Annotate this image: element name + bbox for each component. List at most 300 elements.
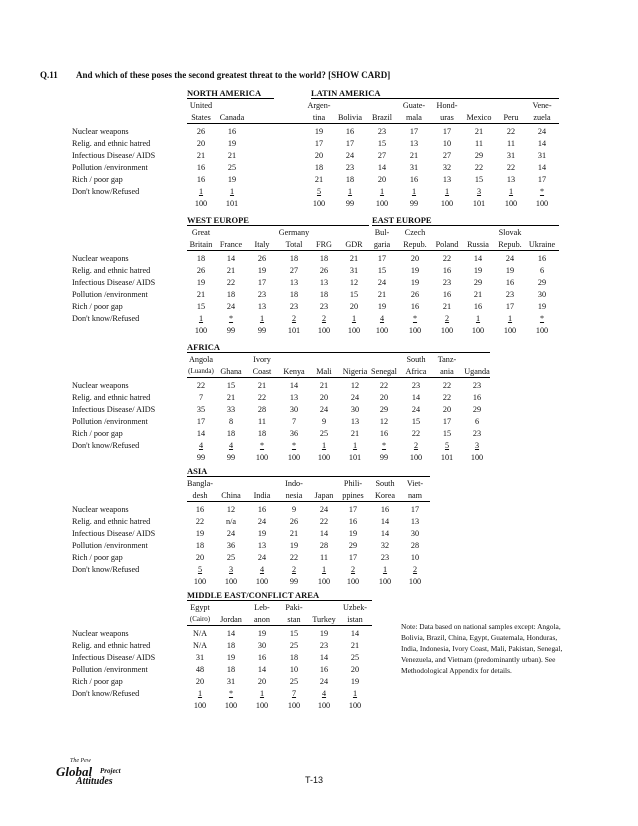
total-cell: 100 bbox=[255, 453, 269, 462]
column-header-line2: Repub. bbox=[498, 240, 522, 249]
table-cell: 23 bbox=[319, 641, 329, 650]
column-header-line1: Tanz- bbox=[437, 355, 457, 364]
table-cell: 18 bbox=[226, 429, 236, 438]
row-label: Rich / poor gap bbox=[72, 677, 123, 686]
table-cell: N/A bbox=[192, 629, 208, 638]
row-label: Pollution /environment bbox=[72, 541, 148, 550]
region-rule bbox=[187, 352, 490, 353]
total-cell: 101 bbox=[472, 199, 486, 208]
total-cell: 100 bbox=[317, 577, 331, 586]
table-cell: 21 bbox=[226, 393, 236, 402]
column-header-line2: Coast bbox=[252, 367, 272, 376]
table-cell: 24 bbox=[226, 529, 236, 538]
column-header-line2: Canada bbox=[219, 113, 245, 122]
table-cell: 1 bbox=[321, 441, 327, 450]
table-cell: 17 bbox=[257, 278, 267, 287]
table-cell: 21 bbox=[409, 151, 419, 160]
table-cell: 1 bbox=[352, 441, 358, 450]
total-cell: 101 bbox=[225, 199, 239, 208]
column-header-line2: zuela bbox=[533, 113, 551, 122]
row-label: Infectious Disease/ AIDS bbox=[72, 278, 156, 287]
column-header-line2: stan bbox=[287, 615, 301, 624]
column-header-line1: United bbox=[189, 101, 213, 110]
column-header-line2: France bbox=[219, 240, 243, 249]
table-cell: 28 bbox=[319, 541, 329, 550]
logo-line-3: Project bbox=[100, 767, 121, 775]
table-cell: 26 bbox=[257, 254, 267, 263]
table-cell: 17 bbox=[345, 139, 355, 148]
row-label: Infectious Disease/ AIDS bbox=[72, 653, 156, 662]
table-cell: 7 bbox=[198, 393, 204, 402]
table-cell: 19 bbox=[377, 302, 387, 311]
table-cell: 7 bbox=[291, 689, 297, 698]
table-cell: 16 bbox=[257, 505, 267, 514]
table-cell: 24 bbox=[319, 677, 329, 686]
table-cell: 2 bbox=[291, 314, 297, 323]
row-label: Relig. and ethnic hatred bbox=[72, 517, 151, 526]
table-cell: 17 bbox=[442, 127, 452, 136]
table-cell: 12 bbox=[349, 278, 359, 287]
table-cell: 10 bbox=[442, 139, 452, 148]
total-cell: 100 bbox=[193, 701, 207, 710]
table-cell: 4 bbox=[259, 565, 265, 574]
question-number: Q.11 bbox=[40, 70, 58, 80]
table-cell: 21 bbox=[377, 290, 387, 299]
table-cell: 16 bbox=[257, 653, 267, 662]
total-cell: 100 bbox=[287, 701, 301, 710]
table-cell: 1 bbox=[379, 187, 385, 196]
table-cell: 4 bbox=[228, 441, 234, 450]
total-cell: 101 bbox=[348, 453, 362, 462]
column-header-line2: istan bbox=[347, 615, 363, 624]
column-header-line1: Czech bbox=[404, 228, 426, 237]
table-cell: 14 bbox=[226, 629, 236, 638]
table-cell: * bbox=[259, 441, 265, 450]
table-cell: 31 bbox=[226, 677, 236, 686]
table-cell: 8 bbox=[228, 417, 234, 426]
table-cell: 15 bbox=[442, 429, 452, 438]
total-cell: 100 bbox=[255, 577, 269, 586]
table-cell: 21 bbox=[196, 151, 206, 160]
column-header-line2: Total bbox=[285, 240, 303, 249]
total-cell: 100 bbox=[347, 326, 361, 335]
column-header-line2: GDR bbox=[345, 240, 363, 249]
table-cell: 18 bbox=[196, 254, 206, 263]
row-label: Relig. and ethnic hatred bbox=[72, 641, 151, 650]
table-cell: 17 bbox=[410, 505, 420, 514]
table-cell: 1 bbox=[197, 689, 203, 698]
table-cell: 27 bbox=[442, 151, 452, 160]
table-cell: 13 bbox=[410, 517, 420, 526]
table-cell: 19 bbox=[227, 139, 237, 148]
table-cell: 15 bbox=[196, 302, 206, 311]
table-cell: 29 bbox=[348, 541, 358, 550]
table-cell: 2 bbox=[350, 565, 356, 574]
column-header-line2: Jordan bbox=[220, 615, 242, 624]
table-cell: 18 bbox=[226, 665, 236, 674]
row-label: Nuclear weapons bbox=[72, 381, 129, 390]
table-cell: 2 bbox=[291, 565, 297, 574]
table-cell: 24 bbox=[257, 553, 267, 562]
table-cell: 36 bbox=[226, 541, 236, 550]
total-cell: 100 bbox=[408, 326, 422, 335]
row-label: Pollution /environment bbox=[72, 163, 148, 172]
region-title: EAST EUROPE bbox=[372, 215, 432, 225]
table-cell: 22 bbox=[257, 393, 267, 402]
table-cell: 17 bbox=[409, 127, 419, 136]
row-label: Nuclear weapons bbox=[72, 254, 129, 263]
column-header-line1: Bul- bbox=[374, 228, 390, 237]
table-cell: 15 bbox=[349, 290, 359, 299]
total-cell: 100 bbox=[409, 453, 423, 462]
table-cell: 15 bbox=[377, 139, 387, 148]
table-cell: 14 bbox=[380, 529, 390, 538]
table-cell: 19 bbox=[195, 529, 205, 538]
table-cell: 11 bbox=[475, 139, 483, 148]
table-cell: 29 bbox=[537, 278, 547, 287]
table-cell: 28 bbox=[257, 405, 267, 414]
table-cell: 1 bbox=[475, 314, 481, 323]
column-header-line1: Hond- bbox=[436, 101, 458, 110]
table-cell: 31 bbox=[409, 163, 419, 172]
table-cell: 9 bbox=[291, 505, 297, 514]
table-cell: 4 bbox=[321, 689, 327, 698]
table-cell: 16 bbox=[348, 517, 358, 526]
table-cell: 32 bbox=[442, 163, 452, 172]
table-cell: 19 bbox=[319, 629, 329, 638]
column-header-line1: Leb- bbox=[254, 603, 270, 612]
region-rule bbox=[187, 476, 430, 477]
table-cell: 10 bbox=[289, 665, 299, 674]
table-cell: 25 bbox=[350, 653, 360, 662]
table-cell: 21 bbox=[226, 266, 236, 275]
total-cell: 100 bbox=[224, 701, 238, 710]
total-cell: 99 bbox=[379, 453, 389, 462]
table-cell: 11 bbox=[320, 553, 328, 562]
table-cell: n/a bbox=[225, 517, 236, 526]
table-cell: 30 bbox=[537, 290, 547, 299]
table-cell: 5 bbox=[444, 441, 450, 450]
column-header-line2: Africa bbox=[405, 367, 427, 376]
table-cell: 6 bbox=[539, 266, 545, 275]
column-header-line1: Guate- bbox=[402, 101, 426, 110]
table-cell: 15 bbox=[377, 266, 387, 275]
table-cell: 18 bbox=[226, 290, 236, 299]
table-cell: 22 bbox=[319, 517, 329, 526]
table-cell: 17 bbox=[196, 417, 206, 426]
row-label: Relig. and ethnic hatred bbox=[72, 393, 151, 402]
table-cell: 20 bbox=[349, 302, 359, 311]
table-cell: 23 bbox=[345, 163, 355, 172]
table-cell: 21 bbox=[349, 254, 359, 263]
column-header-line2: Britain bbox=[189, 240, 213, 249]
table-cell: 19 bbox=[314, 127, 324, 136]
total-cell: 101 bbox=[440, 453, 454, 462]
column-header-line2: Mexico bbox=[466, 113, 492, 122]
table-cell: 19 bbox=[257, 529, 267, 538]
table-cell: 7 bbox=[291, 417, 297, 426]
table-cell: 36 bbox=[289, 429, 299, 438]
table-cell: 26 bbox=[196, 266, 206, 275]
table-cell: 11 bbox=[258, 417, 266, 426]
row-label: Rich / poor gap bbox=[72, 175, 123, 184]
row-label: Don't know/Refused bbox=[72, 314, 140, 323]
table-cell: 18 bbox=[319, 290, 329, 299]
table-cell: 29 bbox=[473, 278, 483, 287]
table-cell: 25 bbox=[319, 429, 329, 438]
total-cell: 100 bbox=[255, 701, 269, 710]
header-rule bbox=[187, 377, 490, 378]
table-cell: 24 bbox=[319, 505, 329, 514]
column-header-line1: South bbox=[375, 479, 395, 488]
column-header-line1: Paki- bbox=[285, 603, 303, 612]
table-cell: 1 bbox=[198, 187, 204, 196]
table-cell: 1 bbox=[321, 565, 327, 574]
table-cell: 23 bbox=[505, 290, 515, 299]
table-cell: 2 bbox=[444, 314, 450, 323]
table-cell: N/A bbox=[192, 641, 208, 650]
table-cell: 22 bbox=[506, 163, 516, 172]
table-cell: 20 bbox=[410, 254, 420, 263]
table-cell: 21 bbox=[319, 381, 329, 390]
column-header-line2: garia bbox=[373, 240, 391, 249]
table-cell: 24 bbox=[319, 405, 329, 414]
table-cell: 23 bbox=[472, 429, 482, 438]
table-cell: 21 bbox=[257, 381, 267, 390]
table-cell: 2 bbox=[321, 314, 327, 323]
column-header-line2: FRG bbox=[316, 240, 332, 249]
row-label: Pollution /environment bbox=[72, 665, 148, 674]
row-label: Relig. and ethnic hatred bbox=[72, 266, 151, 275]
total-cell: 100 bbox=[440, 199, 454, 208]
total-cell: 100 bbox=[535, 199, 549, 208]
table-cell: 20 bbox=[350, 665, 360, 674]
table-cell: 14 bbox=[377, 163, 387, 172]
table-cell: 19 bbox=[227, 175, 237, 184]
table-cell: 30 bbox=[410, 529, 420, 538]
total-cell: 100 bbox=[317, 326, 331, 335]
table-cell: 12 bbox=[379, 417, 389, 426]
region-title: LATIN AMERICA bbox=[311, 88, 381, 98]
table-cell: * bbox=[539, 314, 545, 323]
column-header-line2: Japan bbox=[314, 491, 334, 500]
table-cell: 15 bbox=[411, 417, 421, 426]
column-header-line2: ppines bbox=[342, 491, 364, 500]
region-title: NORTH AMERICA bbox=[187, 88, 262, 98]
column-header-line1: Slovak bbox=[498, 228, 522, 237]
column-header-line2: Italy bbox=[254, 240, 270, 249]
row-label: Rich / poor gap bbox=[72, 302, 123, 311]
region-rule bbox=[187, 600, 372, 601]
row-label: Don't know/Refused bbox=[72, 689, 140, 698]
table-cell: 21 bbox=[314, 175, 324, 184]
table-cell: 23 bbox=[411, 381, 421, 390]
table-cell: 11 bbox=[507, 139, 515, 148]
table-cell: 32 bbox=[380, 541, 390, 550]
table-cell: 23 bbox=[472, 381, 482, 390]
logo-line-2: Global bbox=[56, 764, 93, 779]
table-cell: 21 bbox=[474, 127, 484, 136]
region-title: ASIA bbox=[187, 466, 208, 476]
table-cell: 19 bbox=[226, 653, 236, 662]
table-cell: 21 bbox=[289, 529, 299, 538]
pew-global-attitudes-logo bbox=[36, 758, 156, 790]
table-cell: 35 bbox=[196, 405, 206, 414]
table-cell: 18 bbox=[289, 290, 299, 299]
table-cell: 28 bbox=[410, 541, 420, 550]
column-header-line1: Vene- bbox=[532, 101, 552, 110]
table-cell: 31 bbox=[506, 151, 516, 160]
table-cell: 15 bbox=[226, 381, 236, 390]
column-header-line2: Kenya bbox=[283, 367, 305, 376]
table-cell: 31 bbox=[537, 151, 547, 160]
table-cell: 20 bbox=[319, 393, 329, 402]
total-cell: 99 bbox=[345, 199, 355, 208]
column-header-line1: Viet- bbox=[406, 479, 424, 488]
table-cell: * bbox=[291, 441, 297, 450]
table-cell: 21 bbox=[442, 302, 452, 311]
table-cell: 17 bbox=[348, 553, 358, 562]
total-cell: 100 bbox=[348, 701, 362, 710]
table-cell: 21 bbox=[473, 290, 483, 299]
table-cell: 16 bbox=[227, 127, 237, 136]
table-cell: 16 bbox=[537, 254, 547, 263]
table-cell: 29 bbox=[474, 151, 484, 160]
table-cell: 18 bbox=[195, 541, 205, 550]
table-cell: 33 bbox=[226, 405, 236, 414]
column-header-line2: Russia bbox=[467, 240, 489, 249]
table-cell: 25 bbox=[289, 641, 299, 650]
table-cell: 22 bbox=[379, 381, 389, 390]
table-cell: 17 bbox=[377, 254, 387, 263]
row-label: Pollution /environment bbox=[72, 417, 148, 426]
table-cell: 16 bbox=[472, 393, 482, 402]
column-header-line2: States bbox=[191, 113, 211, 122]
table-cell: 17 bbox=[348, 505, 358, 514]
region-rule bbox=[311, 98, 559, 99]
table-cell: 3 bbox=[228, 565, 234, 574]
table-cell: 17 bbox=[505, 302, 515, 311]
table-cell: 26 bbox=[319, 266, 329, 275]
table-cell: 23 bbox=[442, 278, 452, 287]
table-cell: 1 bbox=[411, 187, 417, 196]
row-label: Nuclear weapons bbox=[72, 629, 129, 638]
table-cell: 16 bbox=[380, 505, 390, 514]
table-cell: 25 bbox=[289, 677, 299, 686]
logo-line-1: The Pew bbox=[70, 758, 91, 764]
total-cell: 100 bbox=[503, 326, 517, 335]
column-header-line2: India bbox=[253, 491, 271, 500]
total-cell: 99 bbox=[196, 453, 206, 462]
column-header-line1: Argen- bbox=[307, 101, 331, 110]
total-cell: 100 bbox=[535, 326, 549, 335]
table-cell: 16 bbox=[409, 175, 419, 184]
row-label: Don't know/Refused bbox=[72, 565, 140, 574]
table-cell: 14 bbox=[411, 393, 421, 402]
table-cell: 22 bbox=[226, 278, 236, 287]
table-cell: 1 bbox=[507, 314, 513, 323]
row-label: Relig. and ethnic hatred bbox=[72, 139, 151, 148]
total-cell: 99 bbox=[289, 577, 299, 586]
total-cell: 100 bbox=[375, 326, 389, 335]
table-cell: 16 bbox=[442, 290, 452, 299]
column-header-line2: uras bbox=[440, 113, 454, 122]
table-cell: 4 bbox=[198, 441, 204, 450]
table-cell: 22 bbox=[442, 381, 452, 390]
table-cell: 18 bbox=[314, 163, 324, 172]
column-header-line2: Bolivia bbox=[337, 113, 363, 122]
table-cell: * bbox=[539, 187, 545, 196]
table-cell: 14 bbox=[226, 254, 236, 263]
table-cell: 1 bbox=[508, 187, 514, 196]
table-cell: 23 bbox=[257, 290, 267, 299]
table-cell: 26 bbox=[410, 290, 420, 299]
column-header-line2: Mali bbox=[316, 367, 332, 376]
column-header-line1: South bbox=[406, 355, 426, 364]
table-cell: 24 bbox=[537, 127, 547, 136]
region-rule bbox=[187, 225, 369, 226]
table-cell: 13 bbox=[319, 278, 329, 287]
table-cell: 17 bbox=[442, 417, 452, 426]
question-heading bbox=[40, 70, 390, 80]
table-cell: 1 bbox=[351, 314, 357, 323]
column-header-line2: Brazil bbox=[371, 113, 392, 122]
page-number: T-13 bbox=[305, 775, 324, 785]
table-cell: * bbox=[381, 441, 387, 450]
table-cell: 19 bbox=[537, 302, 547, 311]
table-cell: 22 bbox=[195, 517, 205, 526]
table-cell: 22 bbox=[442, 393, 452, 402]
column-header-line1: Great bbox=[191, 228, 211, 237]
table-cell: 19 bbox=[257, 266, 267, 275]
total-cell: 99 bbox=[257, 326, 267, 335]
table-cell: 29 bbox=[379, 405, 389, 414]
table-cell: 16 bbox=[473, 302, 483, 311]
table-cell: 14 bbox=[473, 254, 483, 263]
table-cell: 12 bbox=[350, 381, 360, 390]
table-cell: 19 bbox=[257, 629, 267, 638]
table-cell: 30 bbox=[257, 641, 267, 650]
table-cell: 1 bbox=[259, 689, 265, 698]
table-cell: 14 bbox=[537, 163, 547, 172]
table-cell: * bbox=[228, 314, 234, 323]
row-label: Infectious Disease/ AIDS bbox=[72, 405, 156, 414]
table-cell: 19 bbox=[350, 677, 360, 686]
table-cell: 12 bbox=[226, 505, 236, 514]
question-text: And which of these poses the second greatest threat to the world? [SHOW CARD] bbox=[76, 70, 391, 80]
table-cell: 27 bbox=[289, 266, 299, 275]
table-cell: 13 bbox=[409, 139, 419, 148]
total-cell: 100 bbox=[378, 577, 392, 586]
table-cell: 24 bbox=[257, 517, 267, 526]
table-cell: 19 bbox=[348, 529, 358, 538]
table-cell: 16 bbox=[442, 266, 452, 275]
table-cell: * bbox=[228, 689, 234, 698]
row-label: Infectious Disease/ AIDS bbox=[72, 529, 156, 538]
total-cell: 100 bbox=[312, 199, 326, 208]
column-header-line1: Angola bbox=[188, 355, 214, 364]
row-label: Nuclear weapons bbox=[72, 127, 129, 136]
table-cell: 30 bbox=[350, 405, 360, 414]
table-cell: 3 bbox=[474, 441, 480, 450]
total-cell: 100 bbox=[504, 199, 518, 208]
table-cell: 14 bbox=[350, 629, 360, 638]
table-cell: 19 bbox=[410, 278, 420, 287]
table-cell: 19 bbox=[505, 266, 515, 275]
table-cell: 2 bbox=[413, 441, 419, 450]
total-cell: 100 bbox=[346, 577, 360, 586]
column-header-line1: Ivory bbox=[253, 355, 271, 364]
